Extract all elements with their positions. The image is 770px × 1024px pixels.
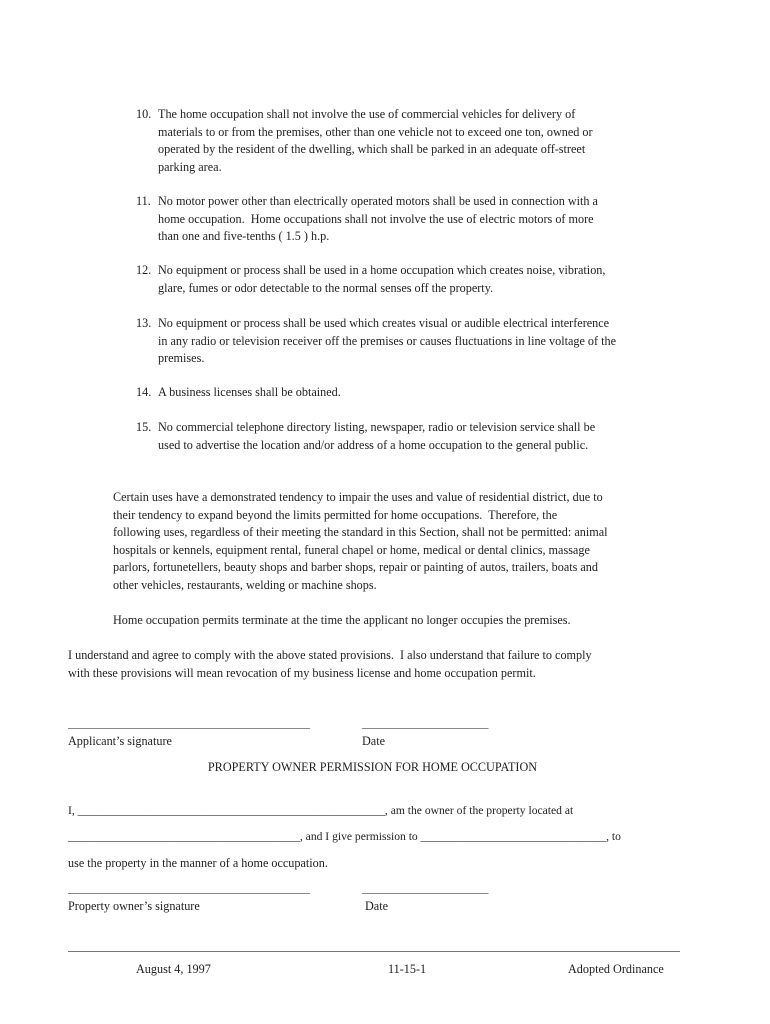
- item-text-line: operated by the resident of the dwelling, which shall be parked in an adequate off-street: [158, 142, 586, 157]
- owner-statement-line-3: use the property in the manner of a home occupation.: [68, 856, 328, 870]
- applicant-date-label: Date: [362, 734, 386, 748]
- list-item-15: [136, 419, 684, 454]
- item-number: 13.: [136, 316, 152, 330]
- applicant-date-field[interactable]: _______________________: [362, 718, 489, 730]
- item-text-line: used to advertise the location and/or address of a home occupation to the general public.: [158, 437, 589, 452]
- list-item-12: [136, 262, 684, 297]
- item-number: 15.: [136, 420, 152, 434]
- paragraph-line: Certain uses have a demonstrated tendency to impair the uses and value of residential district, due to: [113, 490, 603, 504]
- paragraph-line: hospitals or kennels, equipment rental, funeral chapel or home, medical or dental clinics, massage: [113, 542, 590, 557]
- item-text-line: A business licenses shall be obtained.: [158, 385, 341, 399]
- paragraph-line: I understand and agree to comply with the above stated provisions. I also understand that failure to comply: [68, 648, 592, 662]
- item-text-line: The home occupation shall not involve the use of commercial vehicles for delivery of: [158, 107, 576, 121]
- footer-page-number: 11-15-1: [388, 962, 427, 976]
- item-number: 12.: [136, 263, 152, 277]
- footer-status: Adopted Ordinance: [568, 962, 664, 976]
- applicant-signature-label: Applicant’s signature: [68, 734, 172, 748]
- footer-date: August 4, 1997: [136, 962, 211, 976]
- owner-statement-line-1[interactable]: I, _____________________________________________________, am the owner of the property located at: [68, 804, 574, 817]
- item-text-line: parking area.: [158, 159, 222, 174]
- list-item-14: [136, 384, 684, 402]
- item-text-line: in any radio or television receiver off the premises or causes fluctuations in line voltage of the: [158, 333, 617, 348]
- item-text-line: materials to or from the premises, other than one vehicle not to exceed one ton, owned or: [158, 124, 593, 139]
- owner-date-field[interactable]: _______________________: [362, 883, 489, 895]
- item-text-line: No motor power other than electrically operated motors shall be used in connection with a: [158, 194, 598, 208]
- owner-signature-field[interactable]: ____________________________________________: [68, 883, 310, 895]
- footer-divider: [68, 951, 680, 952]
- owner-statement-line-2[interactable]: ________________________________________, and I give permission to ________________________________, to: [68, 830, 621, 843]
- item-number: 11.: [136, 194, 151, 208]
- agreement-paragraph: [68, 647, 688, 682]
- item-text-line: No equipment or process shall be used in a home occupation which creates noise, vibration,: [158, 263, 606, 277]
- list-item-11: [136, 193, 684, 246]
- item-text-line: home occupation. Home occupations shall not involve the use of electric motors of more: [158, 211, 594, 226]
- item-text-line: glare, fumes or odor detectable to the normal senses off the property.: [158, 280, 494, 295]
- certain-uses-paragraph: [113, 489, 688, 595]
- item-text-line: premises.: [158, 351, 205, 366]
- paragraph-line: other vehicles, restaurants, welding or machine shops.: [113, 577, 377, 592]
- list-item-13: [136, 315, 684, 368]
- paragraph-line: following uses, regardless of their meeting the standard in this Section, shall not be permitted: animal: [113, 525, 608, 540]
- item-number: 10.: [136, 107, 152, 121]
- item-text-line: No equipment or process shall be used which creates visual or audible electrical interference: [158, 316, 610, 330]
- paragraph-line: their tendency to expand beyond the limits permitted for home occupations. Therefore, the: [113, 507, 558, 522]
- item-text-line: No commercial telephone directory listing, newspaper, radio or television service shall be: [158, 420, 596, 434]
- permit-termination-text: Home occupation permits terminate at the time the applicant no longer occupies the premises.: [113, 613, 571, 627]
- list-item-10: [136, 106, 684, 176]
- owner-signature-label: Property owner’s signature: [68, 899, 200, 913]
- item-number: 14.: [136, 385, 152, 399]
- item-text-line: than one and five-tenths ( 1.5 ) h.p.: [158, 229, 330, 244]
- owner-permission-heading: PROPERTY OWNER PERMISSION FOR HOME OCCUPATION: [207, 760, 538, 774]
- applicant-signature-field[interactable]: ____________________________________________: [68, 718, 310, 730]
- paragraph-line: parlors, fortunetellers, beauty shops and barber shops, repair or painting of autos, trailers, boats and: [113, 560, 598, 575]
- paragraph-line: with these provisions will mean revocation of my business license and home occupation permit.: [68, 665, 536, 680]
- owner-date-label: Date: [365, 899, 389, 913]
